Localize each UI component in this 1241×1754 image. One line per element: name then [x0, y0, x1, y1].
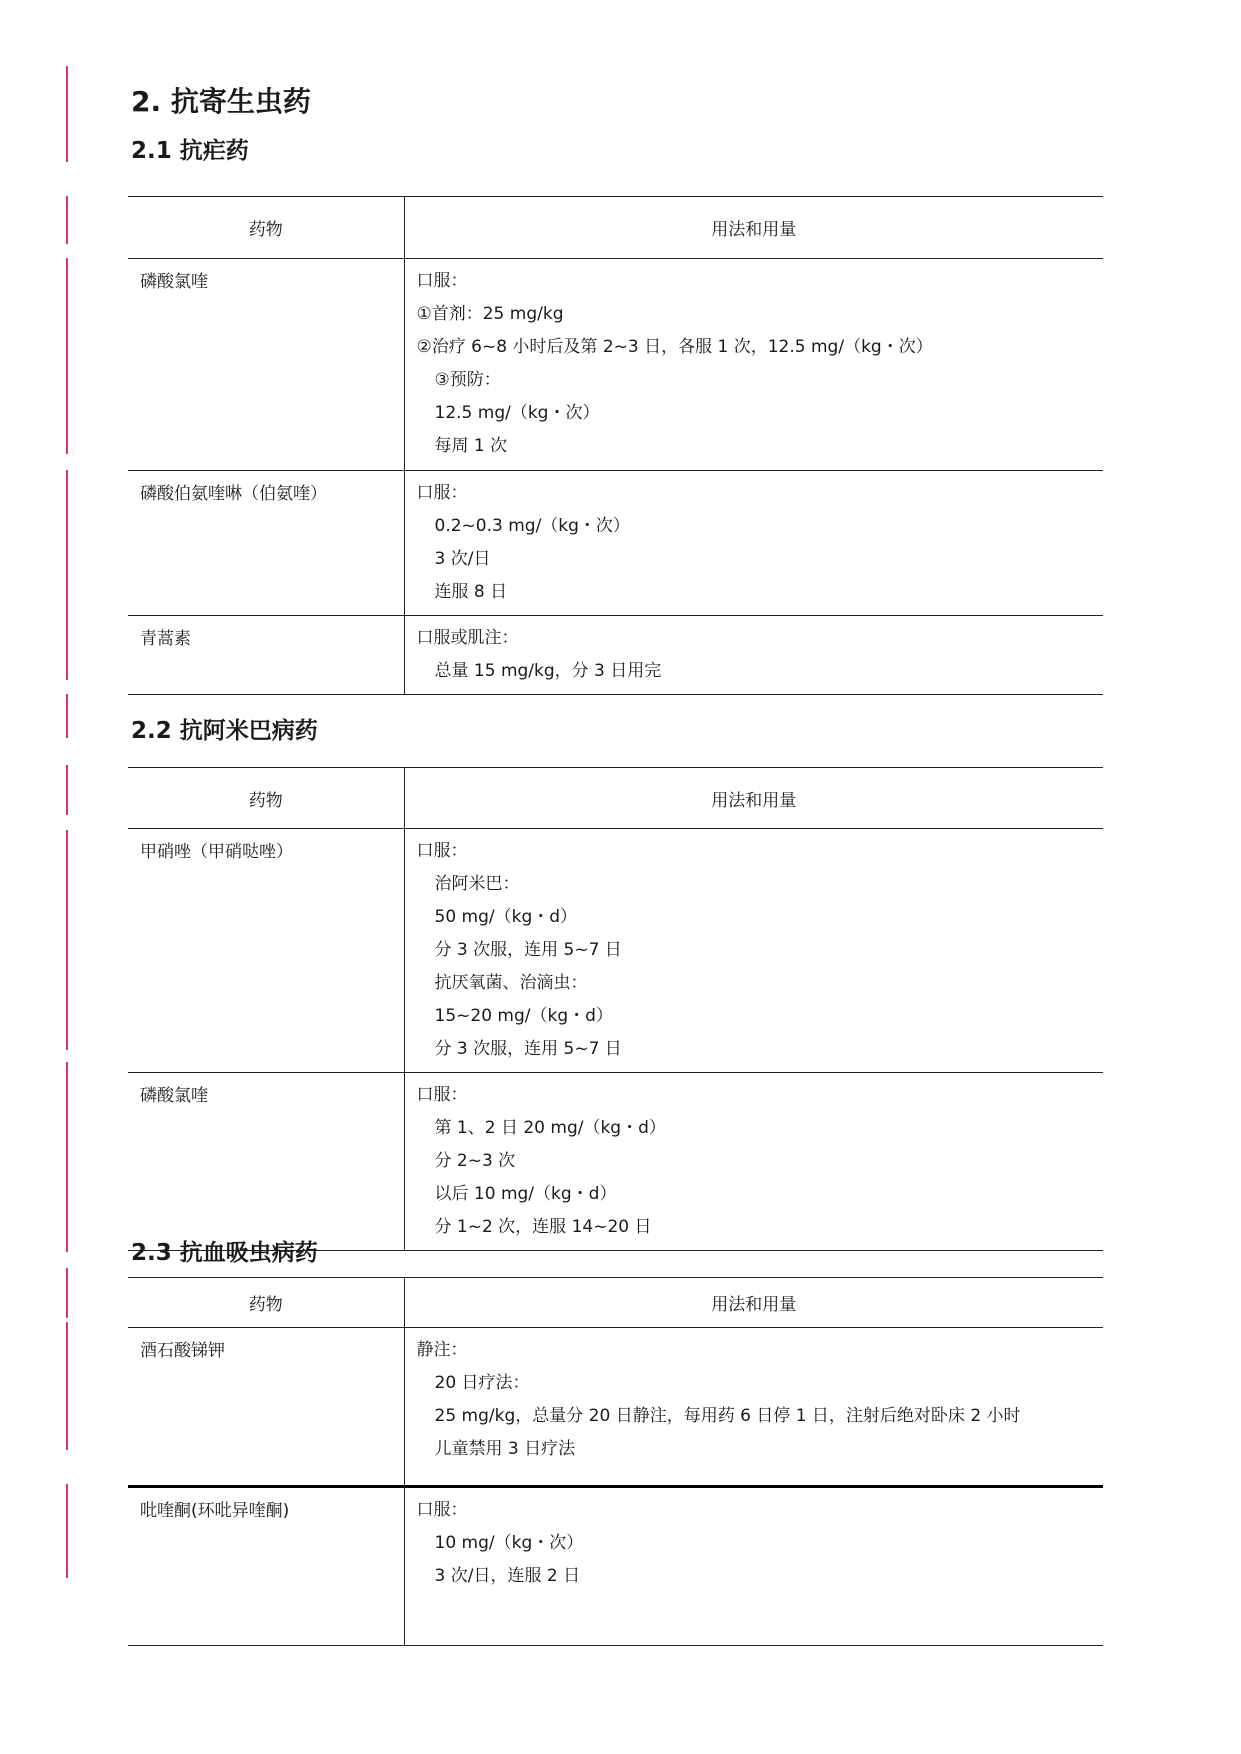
usage-line: 连服 8 日 — [434, 582, 508, 602]
drug-name: 甲硝唑（甲硝哒唑） — [128, 829, 404, 1073]
usage-line: 12.5 mg/（kg・次） — [434, 403, 600, 423]
drug-name: 磷酸氯喹 — [128, 259, 404, 471]
antimalarial-table — [128, 196, 1103, 695]
drug-name: 青蒿素 — [128, 616, 404, 695]
drug-header: 药物 — [128, 197, 404, 259]
usage-line: 口服： — [416, 841, 468, 861]
margin-mark — [66, 258, 68, 454]
usage-line: 口服： — [416, 483, 468, 503]
drug-name: 磷酸氯喹 — [128, 1073, 404, 1251]
drug-name: 酒石酸锑钾 — [128, 1328, 404, 1487]
margin-mark — [66, 66, 68, 162]
usage-line: 第 1、2 日 20 mg/（kg・d） — [434, 1118, 666, 1138]
usage-cell — [404, 616, 1103, 695]
antischistosomal-table — [128, 1277, 1103, 1646]
subsection-title: 2.2 抗阿米巴病药 — [131, 718, 318, 744]
usage-line: ③预防： — [434, 370, 501, 390]
usage-line: 分 1~2 次，连服 14~20 日 — [434, 1217, 652, 1237]
drug-header: 药物 — [128, 1278, 404, 1328]
usage-header: 用法和用量 — [404, 1278, 1103, 1328]
section-title: 2. 抗寄生虫药 — [131, 85, 311, 118]
usage-header: 用法和用量 — [404, 197, 1103, 259]
usage-cell — [404, 1073, 1103, 1251]
margin-mark — [66, 765, 68, 815]
usage-line: 治阿米巴： — [434, 874, 520, 894]
usage-cell — [404, 1328, 1103, 1487]
usage-line: ②治疗 6~8 小时后及第 2~3 日，各服 1 次，12.5 mg/（kg・次） — [416, 337, 933, 357]
margin-mark — [66, 1268, 68, 1318]
usage-line: 以后 10 mg/（kg・d） — [434, 1184, 617, 1204]
usage-line: 50 mg/（kg・d） — [434, 907, 578, 927]
usage-line: 分 3 次服，连用 5~7 日 — [434, 940, 622, 960]
drug-name: 吡喹酮(环吡异喹酮) — [128, 1487, 404, 1646]
usage-line: 3 次/日，连服 2 日 — [434, 1566, 581, 1586]
margin-mark — [66, 694, 68, 738]
usage-line: 25 mg/kg，总量分 20 日静注，每用药 6 日停 1 日，注射后绝对卧床 2 小时 — [434, 1406, 1021, 1426]
usage-line: 静注： — [416, 1340, 468, 1360]
drug-name: 磷酸伯氨喹啉（伯氨喹） — [128, 471, 404, 616]
usage-line: 分 2~3 次 — [434, 1151, 516, 1171]
usage-line: 口服或肌注： — [416, 628, 519, 648]
usage-line: 15~20 mg/（kg・d） — [434, 1006, 613, 1026]
margin-mark — [66, 1322, 68, 1450]
usage-line: 总量 15 mg/kg，分 3 日用完 — [434, 661, 662, 681]
usage-line: 口服： — [416, 1500, 468, 1520]
margin-mark — [66, 1062, 68, 1252]
usage-line: 每周 1 次 — [434, 436, 508, 456]
margin-mark — [66, 1484, 68, 1578]
antiamoebic-table — [128, 767, 1103, 1251]
usage-line: ①首剂：25 mg/kg — [416, 304, 564, 324]
usage-line: 儿童禁用 3 日疗法 — [434, 1439, 576, 1459]
margin-mark — [66, 196, 68, 244]
usage-cell — [404, 829, 1103, 1073]
usage-line: 抗厌氧菌、治滴虫： — [434, 973, 588, 993]
margin-mark — [66, 830, 68, 1050]
usage-line: 10 mg/（kg・次） — [434, 1533, 584, 1553]
usage-cell — [404, 471, 1103, 616]
usage-line: 分 3 次服，连用 5~7 日 — [434, 1039, 622, 1059]
usage-cell — [404, 259, 1103, 471]
usage-line: 0.2~0.3 mg/（kg・次） — [434, 516, 630, 536]
usage-line: 20 日疗法： — [434, 1373, 530, 1393]
usage-line: 3 次/日 — [434, 549, 491, 569]
usage-cell — [404, 1487, 1103, 1646]
margin-mark — [66, 470, 68, 680]
usage-line: 口服： — [416, 271, 468, 291]
usage-line: 口服： — [416, 1085, 468, 1105]
subsection-title: 2.3 抗血吸虫病药 — [131, 1240, 318, 1266]
drug-header: 药物 — [128, 768, 404, 829]
subsection-title: 2.1 抗疟药 — [131, 138, 249, 164]
usage-header: 用法和用量 — [404, 768, 1103, 829]
